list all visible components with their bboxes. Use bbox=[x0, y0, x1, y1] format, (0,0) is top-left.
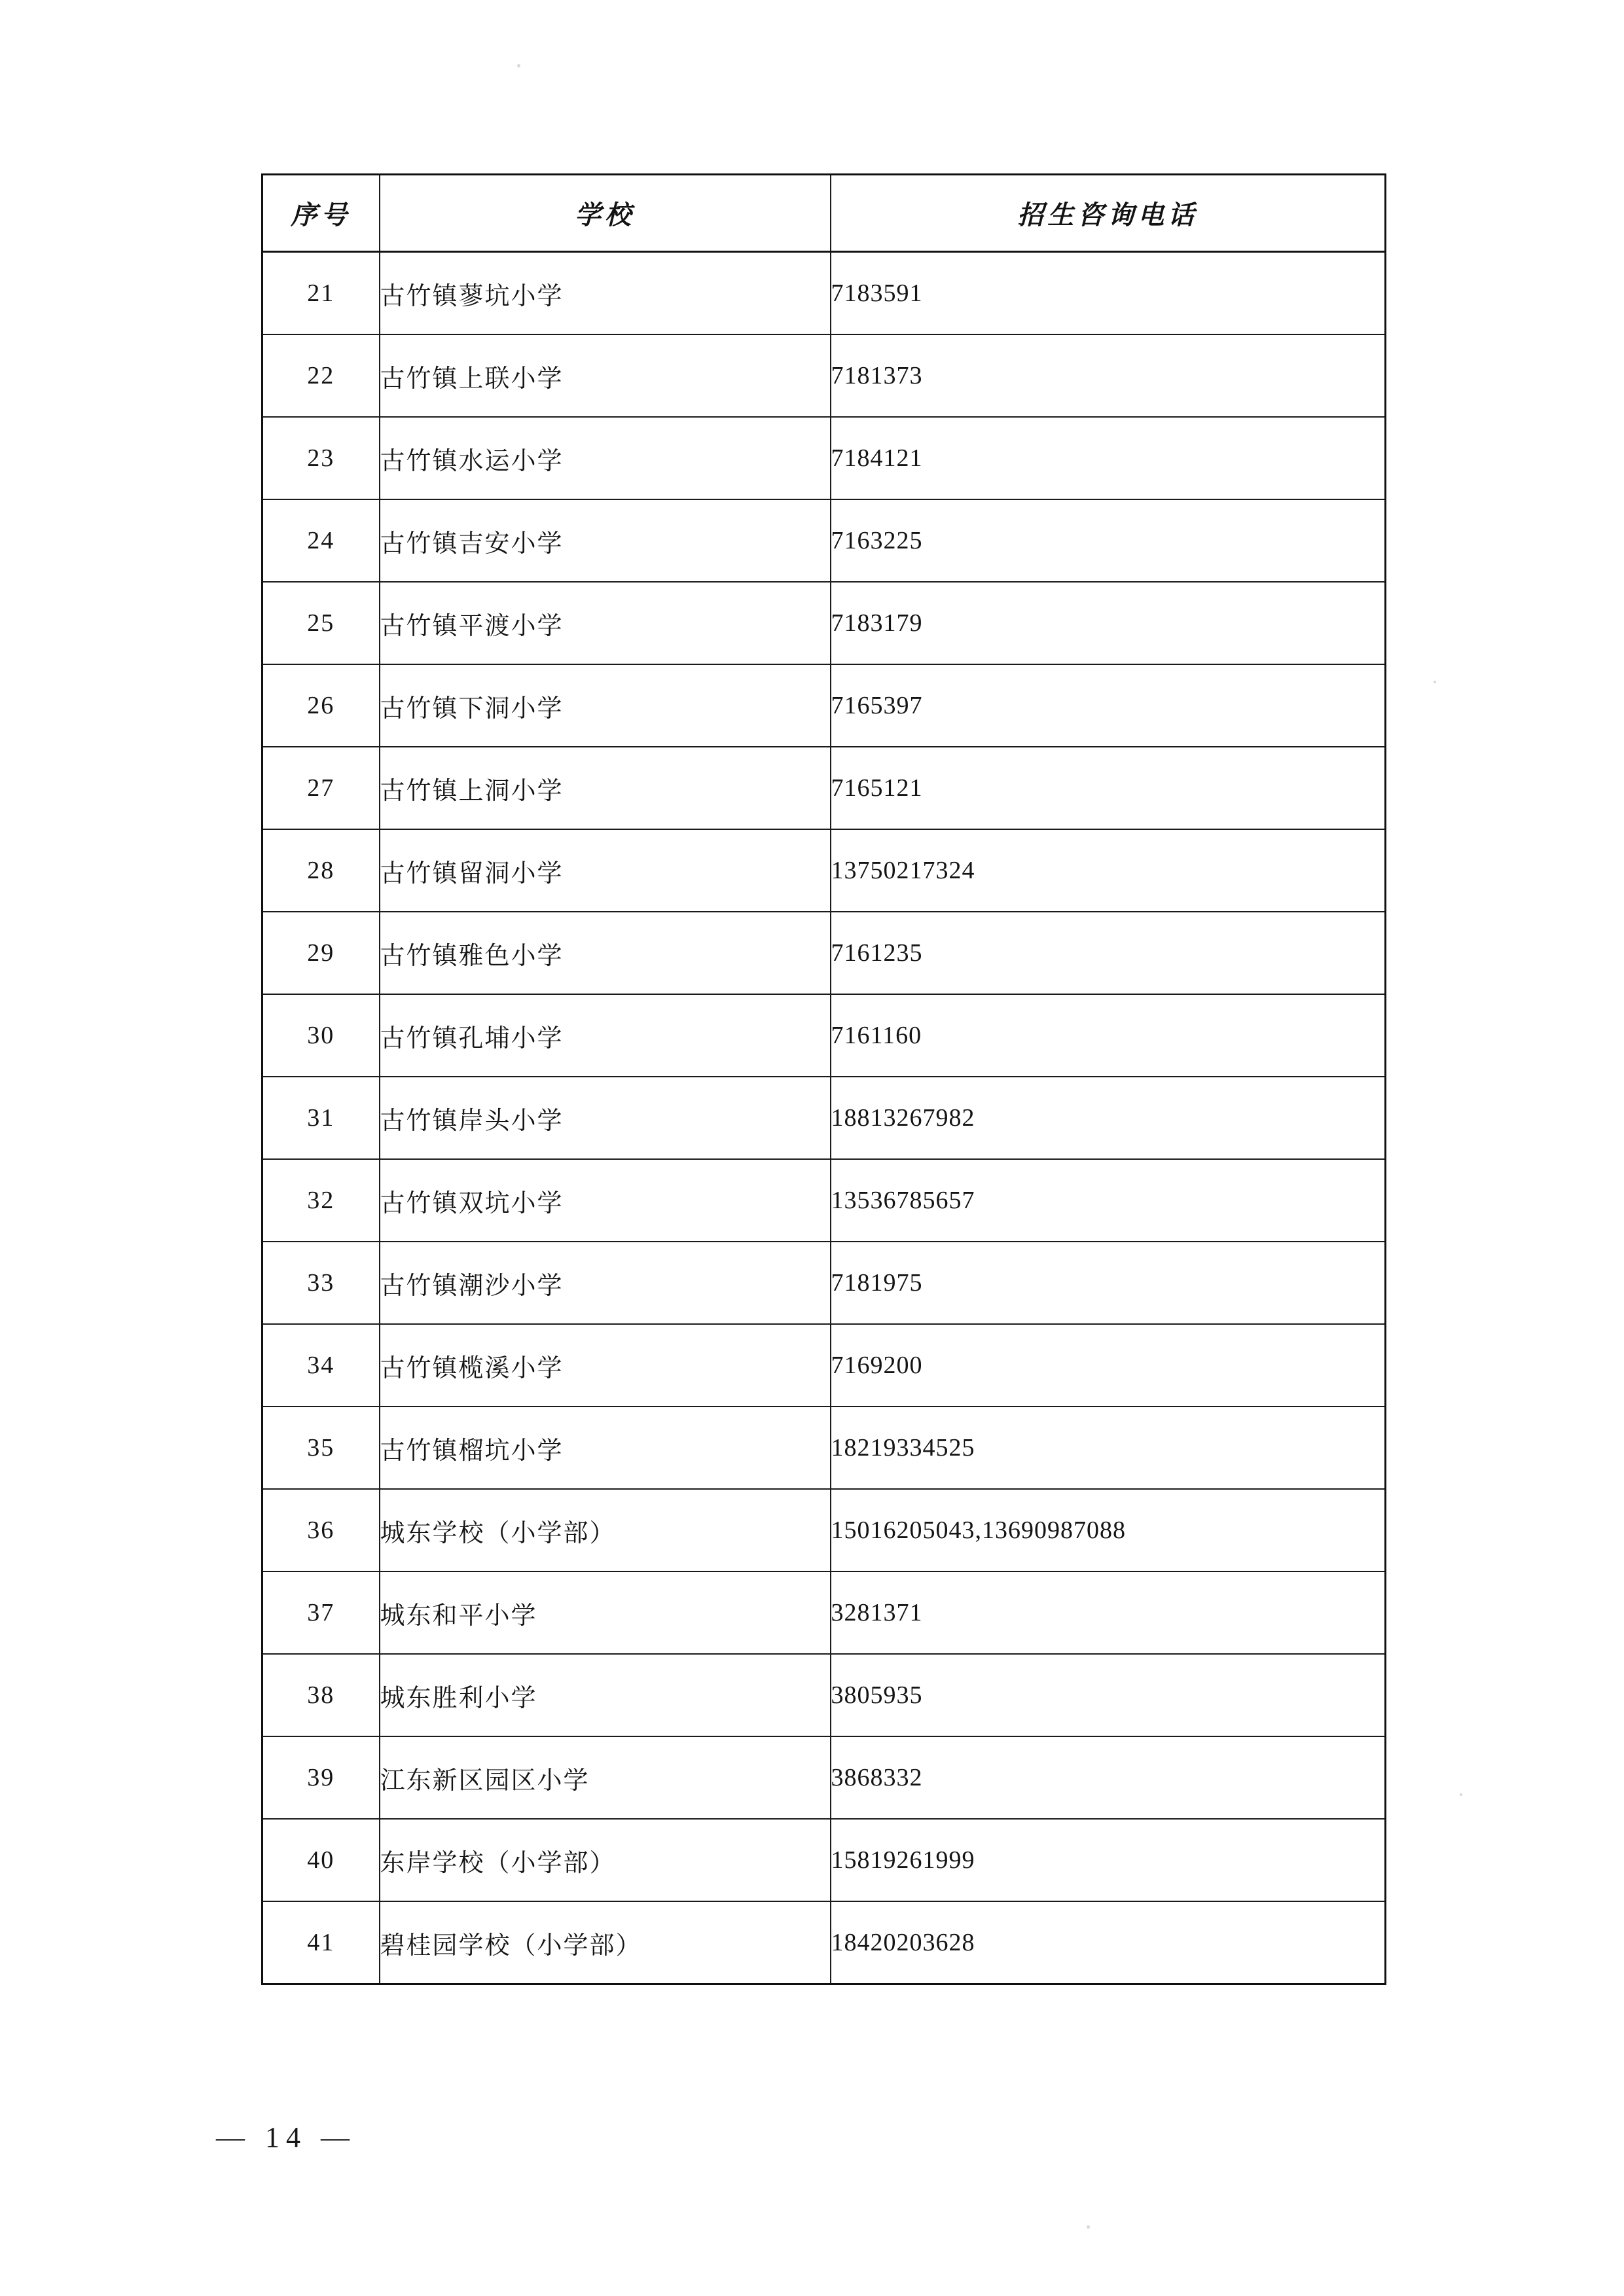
table-body bbox=[262, 252, 1386, 1984]
column-header-school: 学校 bbox=[380, 175, 831, 252]
school-contact-table bbox=[261, 173, 1386, 1985]
table-row bbox=[262, 1819, 1386, 1901]
admissions-phone-cell: 7183591 bbox=[831, 252, 1386, 335]
row-index-cell: 23 bbox=[262, 417, 380, 499]
table-row bbox=[262, 1324, 1386, 1407]
row-index-cell: 35 bbox=[262, 1407, 380, 1489]
row-index-cell: 31 bbox=[262, 1077, 380, 1159]
admissions-phone-cell: 7181975 bbox=[831, 1242, 1386, 1324]
row-index-cell: 33 bbox=[262, 1242, 380, 1324]
admissions-phone-cell: 7165121 bbox=[831, 747, 1386, 829]
row-index-cell: 34 bbox=[262, 1324, 380, 1407]
admissions-phone-cell: 13750217324 bbox=[831, 829, 1386, 912]
column-header-phone: 招生咨询电话 bbox=[831, 175, 1386, 252]
admissions-phone-cell: 18813267982 bbox=[831, 1077, 1386, 1159]
column-header-index: 序号 bbox=[262, 175, 380, 252]
admissions-phone-cell: 7163225 bbox=[831, 499, 1386, 582]
table-header bbox=[262, 175, 1386, 252]
row-index-cell: 25 bbox=[262, 582, 380, 664]
scan-speck bbox=[1434, 681, 1436, 683]
table-row bbox=[262, 1077, 1386, 1159]
row-index-cell: 26 bbox=[262, 664, 380, 747]
school-name-cell: 古竹镇孔埔小学 bbox=[380, 994, 831, 1077]
table-row bbox=[262, 1736, 1386, 1819]
table-row bbox=[262, 747, 1386, 829]
row-index-cell: 27 bbox=[262, 747, 380, 829]
scan-speck bbox=[1460, 1793, 1462, 1796]
row-index-cell: 38 bbox=[262, 1654, 380, 1736]
row-index-cell: 37 bbox=[262, 1571, 380, 1654]
school-name-cell: 古竹镇榴坑小学 bbox=[380, 1407, 831, 1489]
school-name-cell: 古竹镇平渡小学 bbox=[380, 582, 831, 664]
school-name-cell: 古竹镇岸头小学 bbox=[380, 1077, 831, 1159]
admissions-phone-cell: 7181373 bbox=[831, 334, 1386, 417]
school-name-cell: 城东学校（小学部） bbox=[380, 1489, 831, 1571]
row-index-cell: 28 bbox=[262, 829, 380, 912]
table-row bbox=[262, 1159, 1386, 1242]
school-name-cell: 古竹镇吉安小学 bbox=[380, 499, 831, 582]
table-row bbox=[262, 1242, 1386, 1324]
row-index-cell: 41 bbox=[262, 1901, 380, 1984]
admissions-phone-cell: 15016205043,13690987088 bbox=[831, 1489, 1386, 1571]
table-row bbox=[262, 829, 1386, 912]
school-name-cell: 古竹镇水运小学 bbox=[380, 417, 831, 499]
row-index-cell: 32 bbox=[262, 1159, 380, 1242]
admissions-phone-cell: 3868332 bbox=[831, 1736, 1386, 1819]
admissions-phone-cell: 15819261999 bbox=[831, 1819, 1386, 1901]
school-name-cell: 东岸学校（小学部） bbox=[380, 1819, 831, 1901]
table-row bbox=[262, 912, 1386, 994]
row-index-cell: 40 bbox=[262, 1819, 380, 1901]
admissions-phone-cell: 7161235 bbox=[831, 912, 1386, 994]
school-name-cell: 城东和平小学 bbox=[380, 1571, 831, 1654]
table-row bbox=[262, 252, 1386, 335]
scan-speck bbox=[1087, 2225, 1090, 2229]
table-row bbox=[262, 582, 1386, 664]
school-name-cell: 古竹镇蓼坑小学 bbox=[380, 252, 831, 335]
row-index-cell: 30 bbox=[262, 994, 380, 1077]
table-row bbox=[262, 417, 1386, 499]
school-name-cell: 碧桂园学校（小学部） bbox=[380, 1901, 831, 1984]
row-index-cell: 36 bbox=[262, 1489, 380, 1571]
admissions-phone-cell: 7169200 bbox=[831, 1324, 1386, 1407]
row-index-cell: 21 bbox=[262, 252, 380, 335]
school-name-cell: 古竹镇上联小学 bbox=[380, 334, 831, 417]
table-header-row bbox=[262, 175, 1386, 252]
school-name-cell: 江东新区园区小学 bbox=[380, 1736, 831, 1819]
school-name-cell: 古竹镇双坑小学 bbox=[380, 1159, 831, 1242]
table-row bbox=[262, 1571, 1386, 1654]
admissions-phone-cell: 7183179 bbox=[831, 582, 1386, 664]
school-contact-table-container bbox=[261, 173, 1384, 1985]
admissions-phone-cell: 7184121 bbox=[831, 417, 1386, 499]
table-row bbox=[262, 664, 1386, 747]
table-row bbox=[262, 1489, 1386, 1571]
page-number: — 14 — bbox=[216, 2121, 356, 2153]
admissions-phone-cell: 3281371 bbox=[831, 1571, 1386, 1654]
admissions-phone-cell: 13536785657 bbox=[831, 1159, 1386, 1242]
school-name-cell: 古竹镇上洞小学 bbox=[380, 747, 831, 829]
table-row bbox=[262, 334, 1386, 417]
school-name-cell: 城东胜利小学 bbox=[380, 1654, 831, 1736]
row-index-cell: 24 bbox=[262, 499, 380, 582]
scan-speck bbox=[517, 64, 520, 67]
table-row bbox=[262, 499, 1386, 582]
school-name-cell: 古竹镇雅色小学 bbox=[380, 912, 831, 994]
school-name-cell: 古竹镇潮沙小学 bbox=[380, 1242, 831, 1324]
table-row bbox=[262, 1407, 1386, 1489]
admissions-phone-cell: 3805935 bbox=[831, 1654, 1386, 1736]
school-name-cell: 古竹镇留洞小学 bbox=[380, 829, 831, 912]
school-name-cell: 古竹镇榄溪小学 bbox=[380, 1324, 831, 1407]
admissions-phone-cell: 18219334525 bbox=[831, 1407, 1386, 1489]
table-row bbox=[262, 994, 1386, 1077]
admissions-phone-cell: 7161160 bbox=[831, 994, 1386, 1077]
row-index-cell: 22 bbox=[262, 334, 380, 417]
table-row bbox=[262, 1654, 1386, 1736]
school-name-cell: 古竹镇下洞小学 bbox=[380, 664, 831, 747]
table-row bbox=[262, 1901, 1386, 1984]
row-index-cell: 39 bbox=[262, 1736, 380, 1819]
row-index-cell: 29 bbox=[262, 912, 380, 994]
admissions-phone-cell: 18420203628 bbox=[831, 1901, 1386, 1984]
admissions-phone-cell: 7165397 bbox=[831, 664, 1386, 747]
